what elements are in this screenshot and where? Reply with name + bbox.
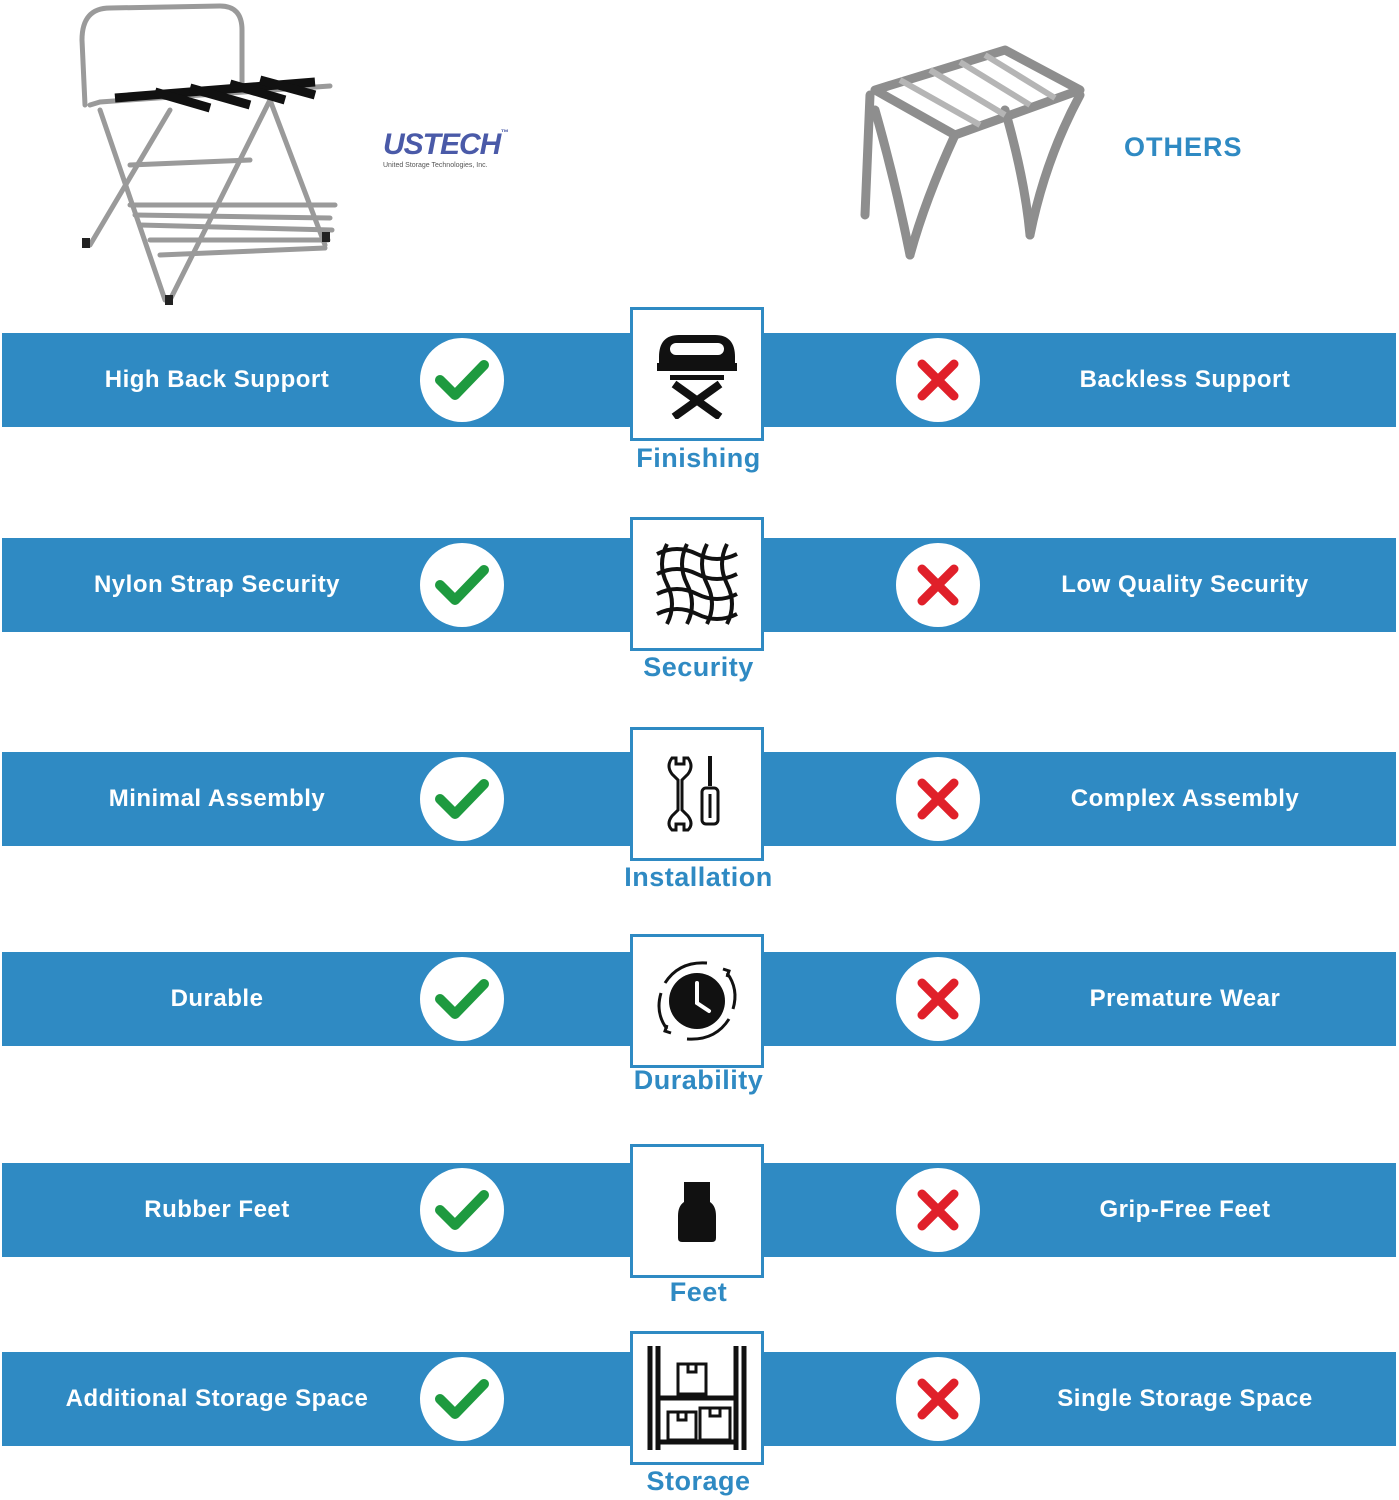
ustech-feature: Nylon Strap Security xyxy=(93,571,341,598)
check-icon xyxy=(420,757,504,841)
others-feature: Single Storage Space xyxy=(1057,1385,1313,1412)
tools-icon xyxy=(630,727,764,861)
ustech-feature: High Back Support xyxy=(104,366,330,393)
brand-logo-subtitle: United Storage Technologies, Inc. xyxy=(383,162,488,169)
category-label: Storage xyxy=(646,1466,751,1496)
rubber-foot-icon xyxy=(630,1144,764,1278)
check-icon xyxy=(420,1357,504,1441)
ustech-feature: Additional Storage Space xyxy=(65,1385,369,1412)
category-label: Installation xyxy=(624,862,773,892)
cross-icon xyxy=(896,1357,980,1441)
others-feature: Premature Wear xyxy=(1089,985,1281,1012)
cross-icon xyxy=(896,757,980,841)
ustech-feature: Durable xyxy=(170,985,264,1012)
brand-logo-tm: ™ xyxy=(500,128,508,137)
category-label: Feet xyxy=(669,1277,728,1307)
check-icon xyxy=(420,1168,504,1252)
ustech-rack-image xyxy=(70,0,350,310)
cross-icon xyxy=(896,543,980,627)
ustech-feature: Rubber Feet xyxy=(144,1196,290,1223)
shelf-storage-icon xyxy=(630,1331,764,1465)
cross-icon xyxy=(896,338,980,422)
others-label: OTHERS xyxy=(1124,132,1243,162)
ustech-logo xyxy=(383,128,553,169)
others-feature: Backless Support xyxy=(1079,366,1291,393)
check-icon xyxy=(420,957,504,1041)
clock-cycle-icon xyxy=(630,934,764,1068)
ustech-feature: Minimal Assembly xyxy=(108,785,326,812)
category-label: Finishing xyxy=(636,443,761,473)
brand-logo-text: USTECH xyxy=(383,128,501,161)
others-feature: Low Quality Security xyxy=(1061,571,1309,598)
check-icon xyxy=(420,543,504,627)
others-feature: Grip-Free Feet xyxy=(1099,1196,1271,1223)
others-feature: Complex Assembly xyxy=(1070,785,1300,812)
cross-icon xyxy=(896,1168,980,1252)
category-label: Durability xyxy=(633,1065,764,1095)
luggage-rack-icon xyxy=(630,307,764,441)
check-icon xyxy=(420,338,504,422)
category-label: Security xyxy=(643,652,754,682)
cross-icon xyxy=(896,957,980,1041)
woven-strap-icon xyxy=(630,517,764,651)
others-rack-image xyxy=(855,40,1095,270)
